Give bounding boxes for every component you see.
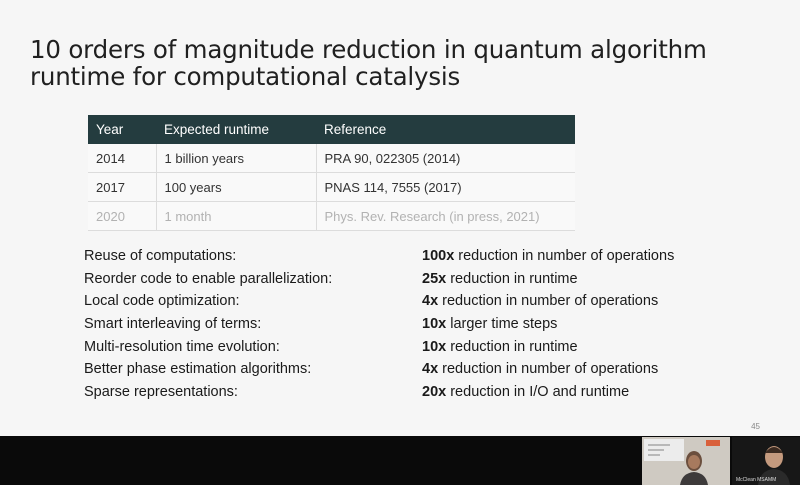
participant-video-tile-speaker[interactable] — [642, 437, 730, 485]
table-row — [88, 173, 575, 202]
participant-video-tile[interactable] — [732, 437, 800, 485]
improvement-label: Reorder code to enable parallelization: — [84, 270, 333, 287]
improvement-description: reduction in runtime — [446, 338, 578, 355]
improvement-result — [422, 293, 658, 309]
runtime-cell: 1 billion years — [156, 144, 316, 173]
improvement-factor: 20x — [422, 384, 447, 401]
improvement-label: Multi-resolution time evolution: — [84, 338, 280, 355]
improvement-description: reduction in number of operations — [438, 361, 659, 378]
table-row — [88, 144, 575, 173]
slide-page-number: 45 — [751, 422, 760, 431]
table-row — [88, 202, 575, 231]
table-header-row — [88, 115, 575, 144]
list-item — [84, 293, 744, 316]
improvement-factor: 10x — [422, 338, 447, 355]
improvement-description: reduction in number of operations — [454, 248, 675, 264]
improvement-result — [422, 316, 557, 332]
speaker-avatar — [642, 437, 730, 485]
improvement-result — [422, 271, 578, 287]
improvement-description: reduction in number of operations — [438, 293, 659, 310]
improvement-factor: 4x — [422, 361, 439, 378]
runtime-table — [88, 115, 575, 231]
improvement-description: reduction in I/O and runtime — [446, 384, 630, 401]
reference-cell: Phys. Rev. Research (in press, 2021) — [316, 202, 575, 231]
improvement-description: larger time steps — [446, 316, 558, 333]
list-item — [84, 339, 744, 362]
column-header: Reference — [316, 115, 575, 144]
participant-name-label: McClean MSAMM — [736, 477, 777, 483]
list-item — [84, 384, 744, 407]
improvement-label: Better phase estimation algorithms: — [84, 361, 312, 378]
year-cell: 2017 — [88, 173, 156, 202]
year-cell: 2014 — [88, 144, 156, 173]
improvement-factor: 10x — [422, 316, 447, 333]
list-item — [84, 248, 744, 271]
improvement-factor: 25x — [422, 270, 447, 287]
list-item — [84, 316, 744, 339]
reference-cell: PNAS 114, 7555 (2017) — [316, 173, 575, 202]
improvement-factor: 4x — [422, 293, 439, 310]
improvement-description: reduction in runtime — [446, 270, 578, 287]
improvement-label: Reuse of computations: — [84, 248, 237, 264]
improvement-label: Sparse representations: — [84, 384, 238, 401]
list-item — [84, 271, 744, 294]
list-item — [84, 361, 744, 384]
improvement-result — [422, 361, 658, 377]
year-cell: 2020 — [88, 202, 156, 231]
runtime-cell: 100 years — [156, 173, 316, 202]
improvement-label: Local code optimization: — [84, 293, 240, 310]
improvement-result — [422, 384, 629, 400]
improvement-factor: 100x — [422, 248, 455, 264]
improvement-list — [84, 248, 744, 407]
reference-cell: PRA 90, 022305 (2014) — [316, 144, 575, 173]
improvement-result — [422, 248, 674, 264]
improvement-result — [422, 339, 578, 355]
column-header: Year — [88, 115, 156, 144]
column-header: Expected runtime — [156, 115, 316, 144]
slide-title: 10 orders of magnitude reduction in quantum algorithm runtime for computational catalysis — [30, 35, 707, 91]
runtime-cell: 1 month — [156, 202, 316, 231]
improvement-label: Smart interleaving of terms: — [84, 316, 262, 333]
